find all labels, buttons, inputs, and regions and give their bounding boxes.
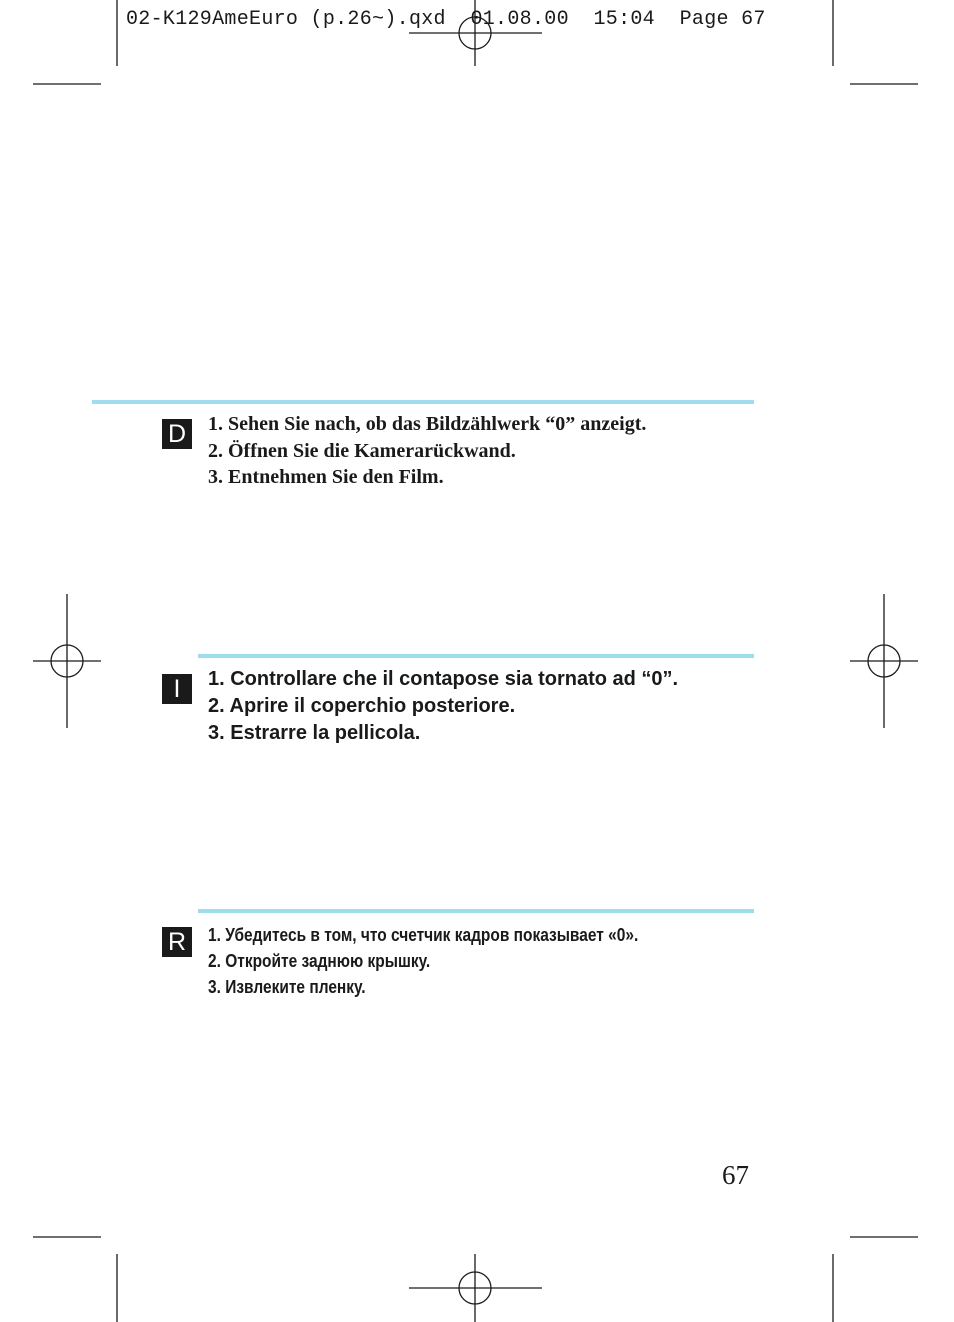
list-item: 2. Öffnen Sie die Kamerarückwand. xyxy=(208,439,516,462)
list-item xyxy=(208,922,708,948)
file-slug-line: 02-K129AmeEuro (p.26~).qxd 01.08.00 15:04 Page 67 xyxy=(126,8,766,31)
language-badge-russian: R xyxy=(162,927,192,957)
registration-mark-left xyxy=(33,594,101,728)
language-badge-german: D xyxy=(162,419,192,449)
language-badge-italian: I xyxy=(162,674,192,704)
list-item xyxy=(208,948,708,974)
section-divider-italian xyxy=(198,654,754,658)
step-list-german xyxy=(208,411,646,491)
list-item: 2. Aprire il coperchio posteriore. xyxy=(208,695,516,717)
list-item xyxy=(208,974,708,1000)
list-item: 3. Estrarre la pellicola. xyxy=(208,722,421,744)
step-text: 1. Убедитесь в том, что счетчик кадров показывает «0». xyxy=(208,925,639,945)
registration-mark-top xyxy=(409,0,542,66)
registration-mark-right xyxy=(850,594,918,728)
registration-mark-bottom xyxy=(409,1254,542,1322)
step-text: 2. Откройте заднюю крышку. xyxy=(208,951,431,971)
page-number: 67 xyxy=(722,1160,749,1190)
step-text: 3. Извлеките пленку. xyxy=(208,977,366,997)
list-item: 1. Controllare che il contapose sia tornato ad “0”. xyxy=(208,668,679,690)
list-item: 1. Sehen Sie nach, ob das Bildzählwerk “0” anzeigt. xyxy=(208,413,647,435)
step-list-russian xyxy=(208,922,708,1000)
section-divider-german xyxy=(92,400,754,404)
list-item: 3. Entnehmen Sie den Film. xyxy=(208,466,444,488)
section-divider-russian xyxy=(198,909,754,913)
step-list-italian xyxy=(208,666,678,747)
